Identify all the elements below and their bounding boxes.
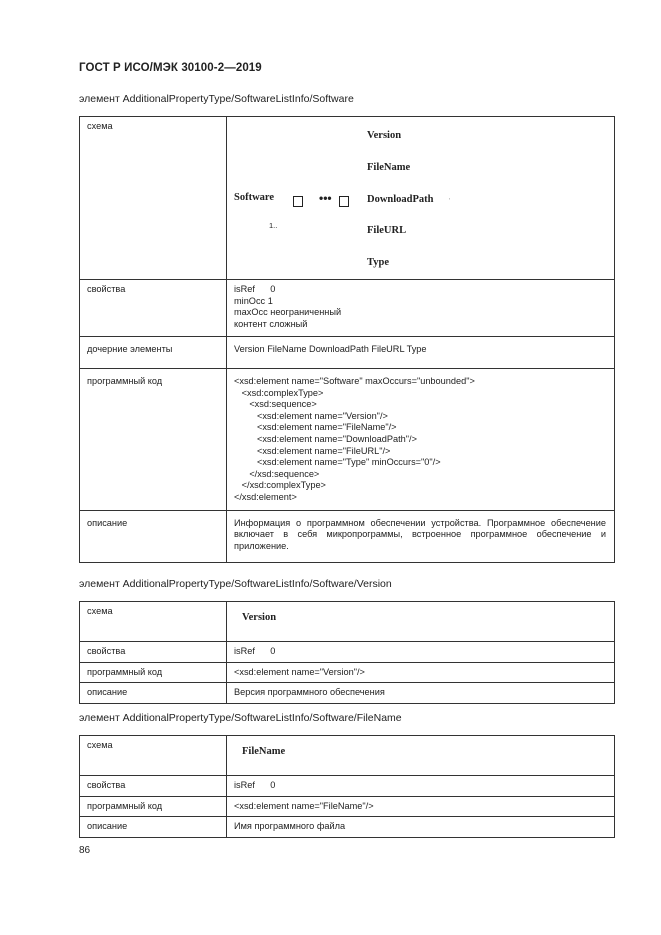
properties-label: свойства <box>80 776 227 797</box>
element-heading-filename: элемент AdditionalPropertyType/SoftwareListInfo/Software/FileName <box>79 712 402 724</box>
diagram-multiplicity: 1.. <box>269 221 278 230</box>
diagram-child-type: Type <box>367 257 389 268</box>
schema-element-filename: FileName <box>242 746 286 757</box>
children-row <box>80 337 615 369</box>
properties-row <box>80 280 615 337</box>
version-spec-table <box>79 601 615 704</box>
code-label: программный код <box>80 796 227 817</box>
properties-cell: isRef 0 <box>227 642 615 663</box>
code-line: </xsd:element> <box>234 491 297 502</box>
schema-label: схема <box>80 117 227 280</box>
description-cell: Версия программного обеспечения <box>227 683 615 704</box>
schema-element-version: Version <box>242 612 277 623</box>
diagram-child-version: Version <box>367 130 402 141</box>
description-label: описание <box>80 817 227 838</box>
code-label: программный код <box>80 662 227 683</box>
schema-diagram-cell <box>227 117 615 280</box>
properties-cell <box>227 280 615 337</box>
description-label: описание <box>80 510 227 562</box>
property-minocc: minOcc 1 <box>234 295 273 306</box>
schema-label: схема <box>80 736 227 776</box>
description-cell: Имя программного файла <box>227 817 615 838</box>
schema-row <box>80 736 615 776</box>
description-row <box>80 510 615 562</box>
code-row <box>80 368 615 510</box>
code-line: <xsd:element name="Version"/> <box>234 410 388 421</box>
property-isref: isRef 0 <box>234 284 276 294</box>
code-line: </xsd:complexType> <box>234 480 326 491</box>
element-heading-version: элемент AdditionalPropertyType/SoftwareListInfo/Software/Version <box>79 578 392 590</box>
schema-row <box>80 117 615 280</box>
connector-mark: ˈ <box>448 197 451 206</box>
code-label: программный код <box>80 368 227 510</box>
property-content: контент сложный <box>234 318 308 329</box>
description-cell: Информация о программном обеспечении устройства. Программное обеспечение включает в себя микропрограммы, встроенное программное обеспечение и приложение. <box>227 510 615 562</box>
page-number: 86 <box>79 845 91 856</box>
code-row <box>80 662 615 683</box>
property-maxocc: maxOcc неограниченный <box>234 307 342 318</box>
schema-diagram <box>227 117 614 279</box>
code-cell: <xsd:element name="Version"/> <box>227 662 615 683</box>
code-line: <xsd:element name="FileURL"/> <box>234 445 391 456</box>
code-line: </xsd:sequence> <box>234 468 320 479</box>
code-line: <xsd:sequence> <box>234 399 317 410</box>
description-row <box>80 683 615 704</box>
code-row <box>80 796 615 817</box>
sequence-box-icon <box>339 196 349 207</box>
properties-label: свойства <box>80 642 227 663</box>
properties-label: свойства <box>80 280 227 337</box>
diagram-child-fileurl: FileURL <box>367 225 407 236</box>
sequence-dots-icon: ••• <box>319 191 332 205</box>
properties-row <box>80 642 615 663</box>
children-label: дочерние элементы <box>80 337 227 369</box>
diagram-child-filename: FileName <box>367 162 411 173</box>
description-label: описание <box>80 683 227 704</box>
filename-spec-table <box>79 735 615 838</box>
code-line: <xsd:element name="FileName"/> <box>234 422 397 433</box>
properties-cell: isRef 0 <box>227 776 615 797</box>
code-line: <xsd:element name="DownloadPath"/> <box>234 433 417 444</box>
schema-row <box>80 602 615 642</box>
code-line: <xsd:element name="Type" minOccurs="0"/> <box>234 457 441 468</box>
code-line: <xsd:element name="Software" maxOccurs="unbounded"> <box>234 375 475 386</box>
diagram-child-downloadpath: DownloadPath <box>367 194 434 205</box>
software-spec-table <box>79 116 615 563</box>
schema-label: схема <box>80 602 227 642</box>
diagram-root-element: Software <box>234 192 275 203</box>
code-line: <xsd:complexType> <box>234 387 324 398</box>
code-cell <box>227 368 615 510</box>
element-box-icon <box>293 196 303 207</box>
code-cell: <xsd:element name="FileName"/> <box>227 796 615 817</box>
schema-cell <box>227 602 615 642</box>
children-cell: Version FileName DownloadPath FileURL Type <box>227 337 615 369</box>
document-header: ГОСТ Р ИСО/МЭК 30100-2—2019 <box>79 62 262 74</box>
properties-row <box>80 776 615 797</box>
description-row <box>80 817 615 838</box>
schema-cell <box>227 736 615 776</box>
element-heading-software: элемент AdditionalPropertyType/SoftwareListInfo/Software <box>79 93 354 105</box>
